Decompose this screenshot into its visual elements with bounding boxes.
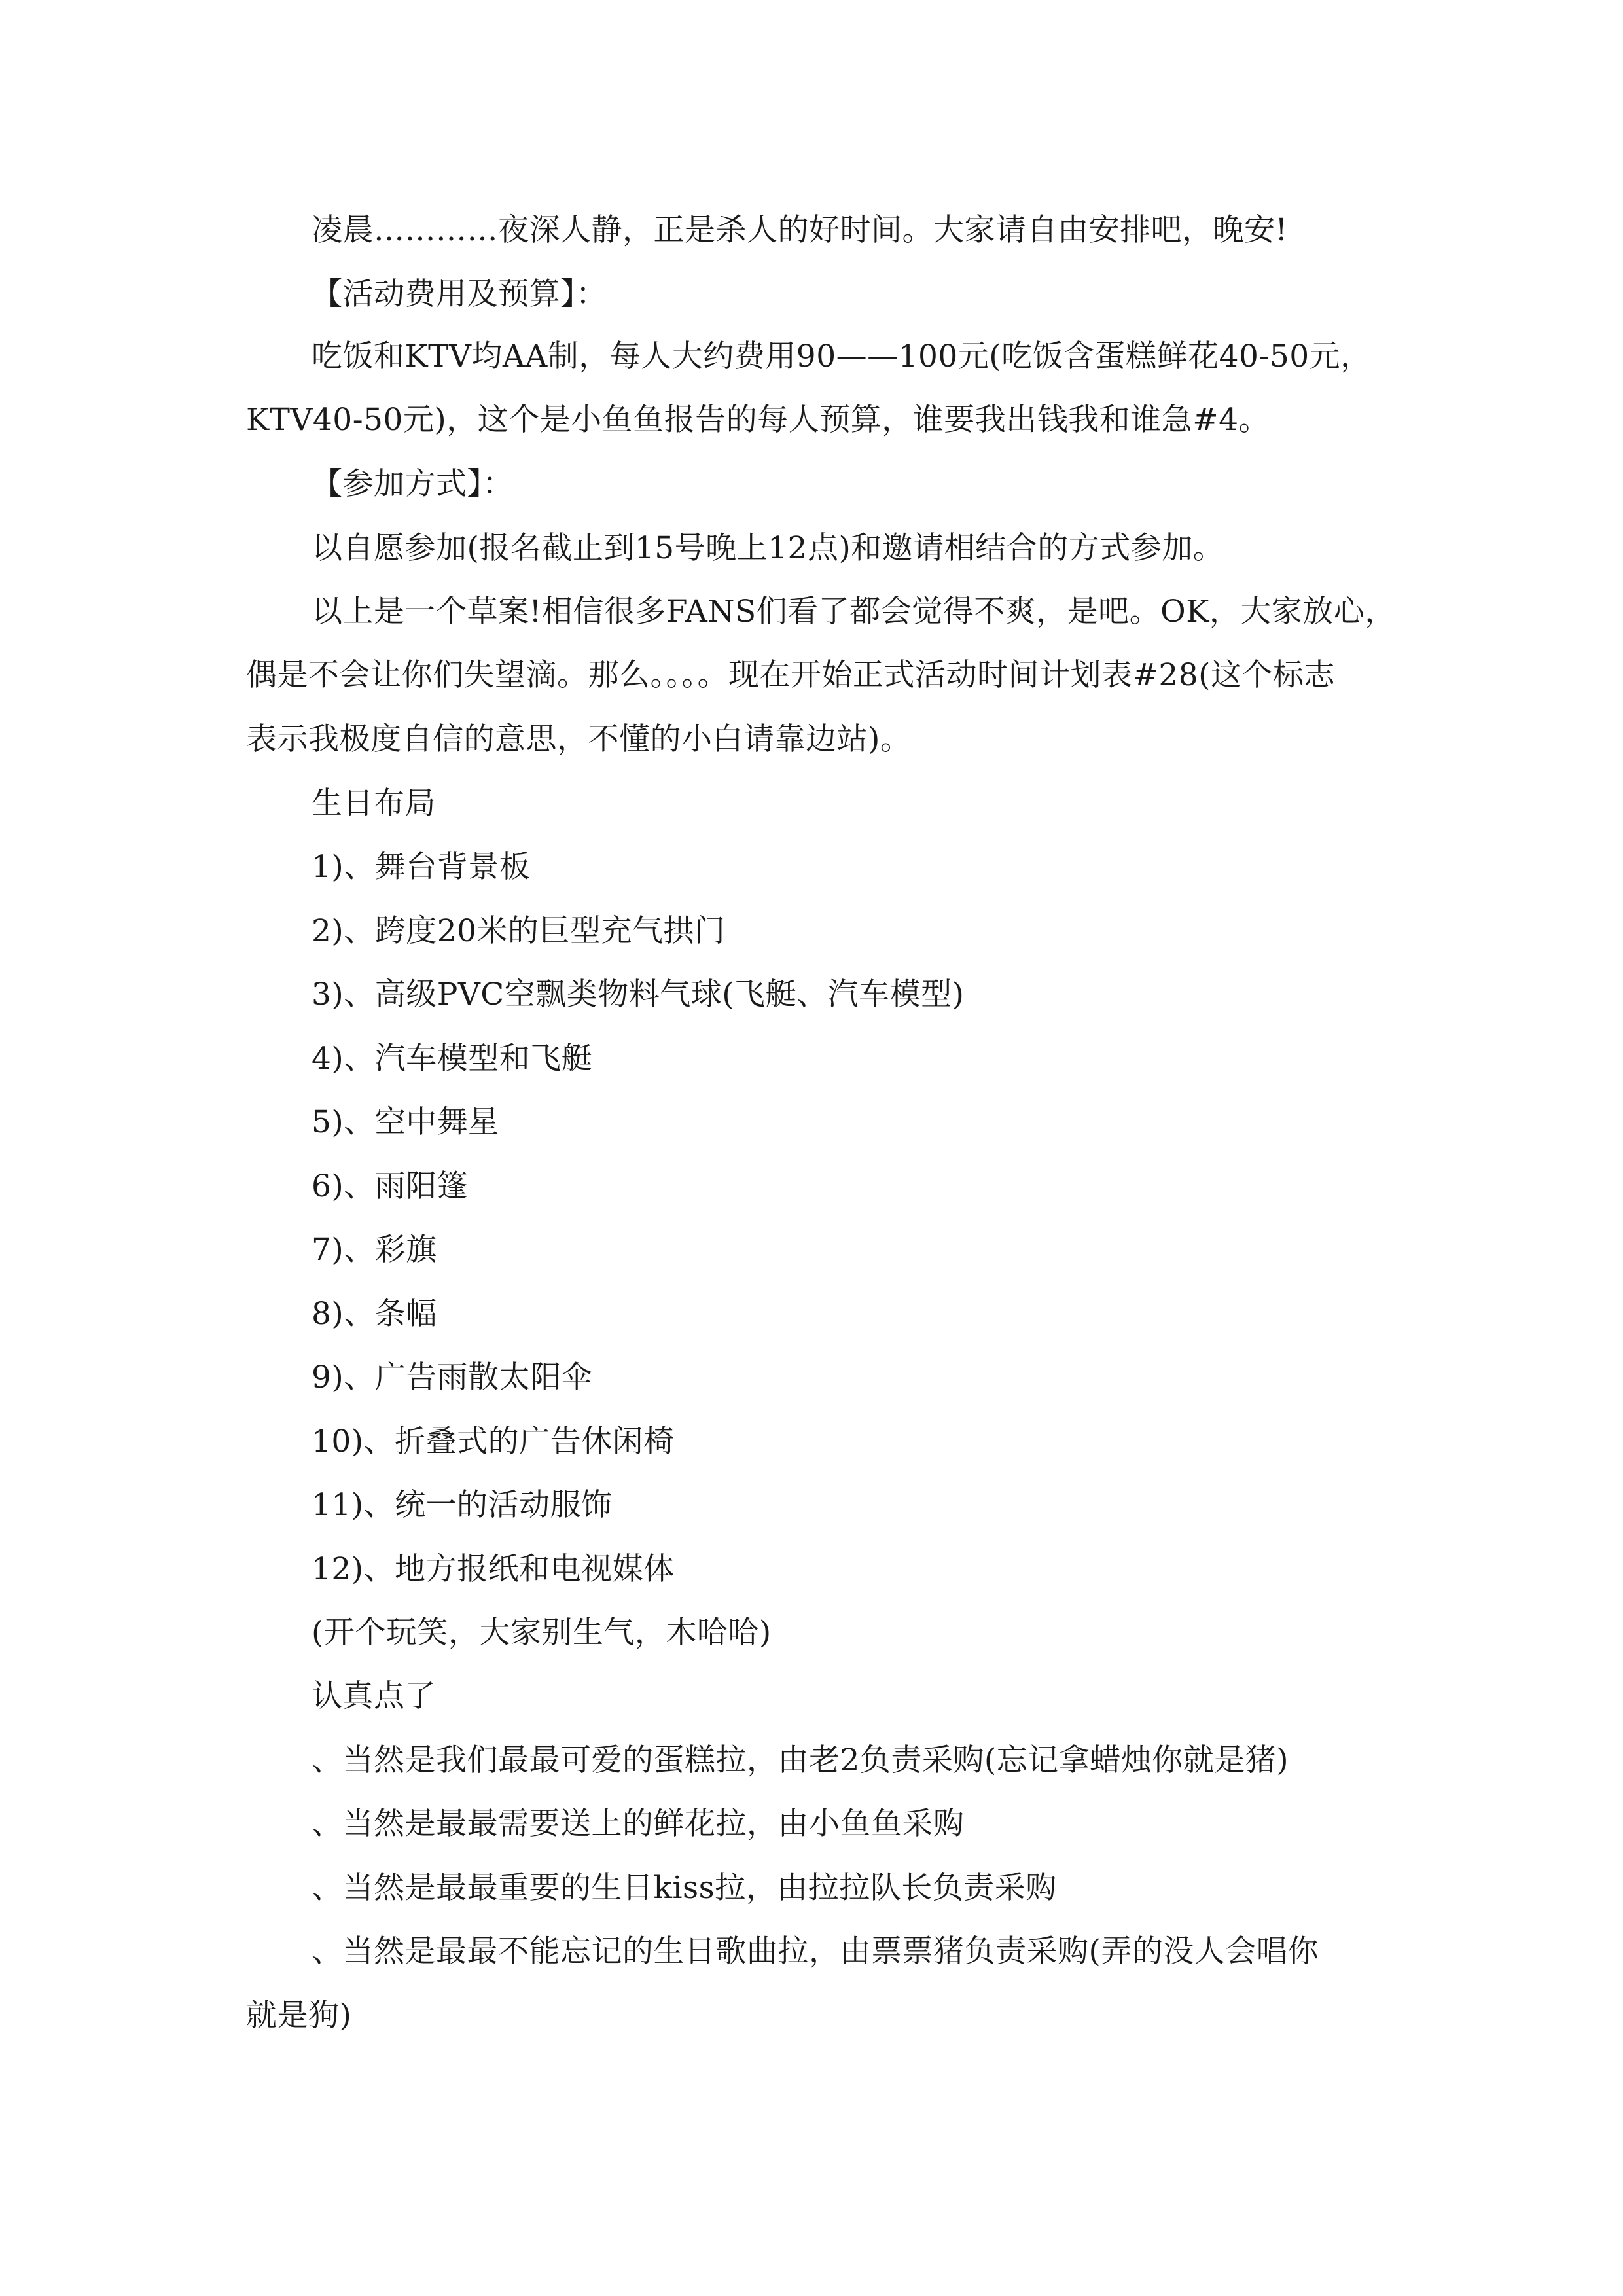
list-item: 7)、彩旗 <box>312 1232 437 1268</box>
paragraph-draft-line2: 偶是不会让你们失望滴。那么。。。。现在开始正式活动时间计划表#28(这个标志 <box>246 657 1336 693</box>
paragraph-night: 凌晨…………夜深人静，正是杀人的好时间。大家请自由安排吧，晚安! <box>312 212 1288 248</box>
list-item: 2)、跨度20米的巨型充气拱门 <box>312 913 726 949</box>
list-item: 11)、统一的活动服饰 <box>312 1487 613 1523</box>
heading-participation: 【参加方式】： <box>312 466 514 502</box>
task-item: 、当然是最最不能忘记的生日歌曲拉，由票票猪负责采购(弄的没人会唱你 <box>312 1933 1319 1969</box>
task-item: 、当然是我们最最可爱的蛋糕拉，由老2负责采购(忘记拿蜡烛你就是猪) <box>312 1742 1289 1778</box>
list-item: 10)、折叠式的广告休闲椅 <box>312 1424 675 1460</box>
paragraph-cost-line2: KTV40-50元)，这个是小鱼鱼报告的每人预算，谁要我出钱我和谁急#4。 <box>246 402 1270 438</box>
heading-birthday-layout: 生日布局 <box>312 785 436 821</box>
heading-cost-budget: 【活动费用及预算】： <box>312 276 607 312</box>
list-item: 8)、条幅 <box>312 1296 437 1332</box>
paragraph-cost-line1: 吃饭和KTV均AA制，每人大约费用90——100元(吃饭含蛋糕鲜花40-50元， <box>312 338 1372 374</box>
paragraph-participation: 以自愿参加(报名截止到15号晚上12点)和邀请相结合的方式参加。 <box>312 530 1224 566</box>
list-item: 9)、广告雨散太阳伞 <box>312 1359 593 1395</box>
list-item: 1)、舞台背景板 <box>312 849 531 885</box>
paragraph-draft-line3: 表示我极度自信的意思，不懂的小白请靠边站)。 <box>246 721 912 757</box>
task-item: 、当然是最最需要送上的鲜花拉，由小鱼鱼采购 <box>312 1806 965 1842</box>
paragraph-joke: (开个玩笑，大家别生气，木哈哈) <box>312 1615 772 1651</box>
list-item: 4)、汽车模型和飞艇 <box>312 1041 593 1077</box>
heading-serious: 认真点了 <box>312 1678 436 1714</box>
paragraph-draft-line1: 以上是一个草案!相信很多FANS们看了都会觉得不爽，是吧。OK，大家放心， <box>312 594 1396 630</box>
task-item-continuation: 就是狗) <box>246 1998 352 2034</box>
list-item: 6)、雨阳篷 <box>312 1168 469 1204</box>
list-item: 3)、高级PVC空飘类物料气球(飞艇、汽车模型) <box>312 977 965 1013</box>
task-item: 、当然是最最重要的生日kiss拉，由拉拉队长负责采购 <box>312 1870 1057 1906</box>
list-item: 5)、空中舞星 <box>312 1104 499 1140</box>
list-item: 12)、地方报纸和电视媒体 <box>312 1551 675 1587</box>
